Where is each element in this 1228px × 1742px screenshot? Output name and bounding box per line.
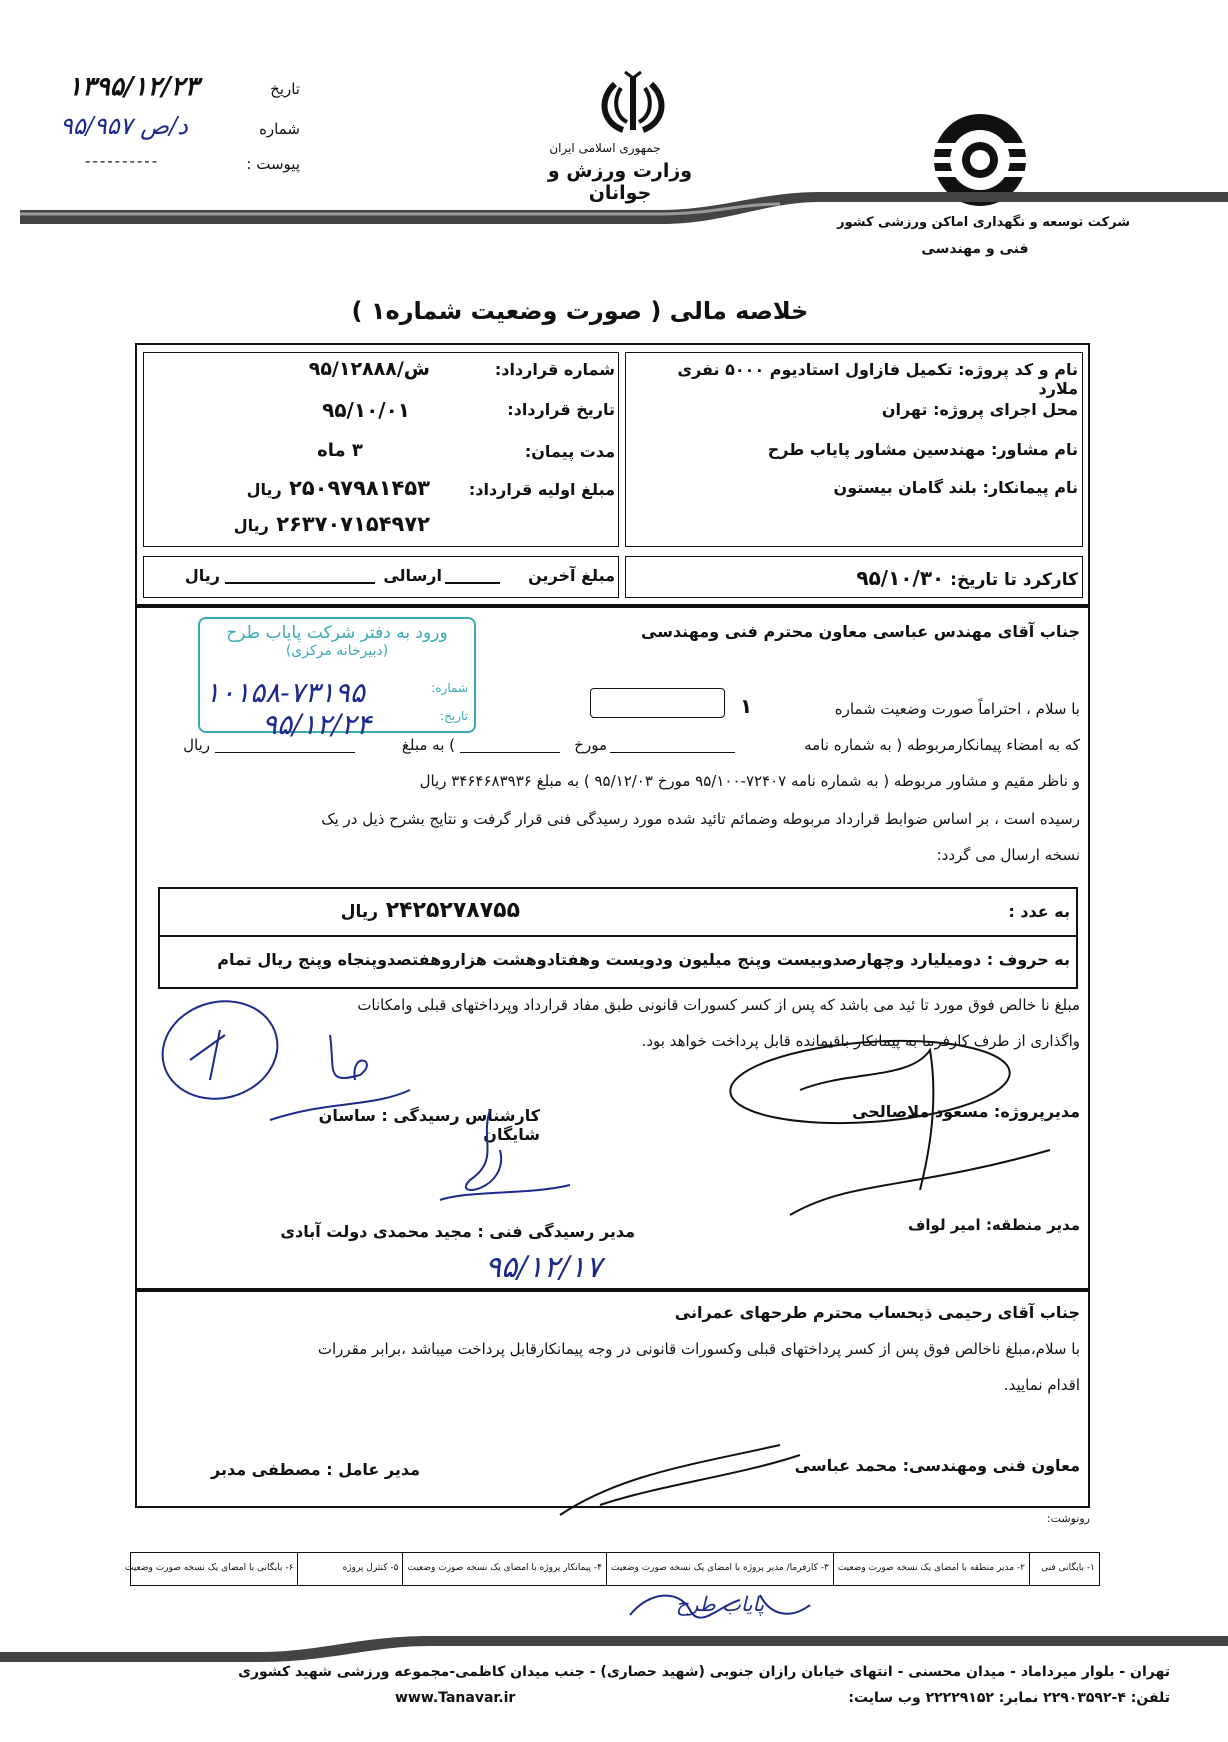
ceo-label: مدیر عامل :: [326, 1460, 420, 1479]
signature-scribbles-1: [150, 990, 1090, 1284]
copies-table: [125, 1552, 1100, 1586]
copy-cell: ۳- کارفرما/ مدیر پروژه با امضای یک نسخه صورت وضعیت: [606, 1553, 833, 1585]
numeric-rial: ریال: [340, 902, 379, 922]
signature-scribbles-2: [540, 1405, 940, 1529]
numeric-label: به عدد :: [1008, 902, 1070, 921]
copy-cell: ۴- پیمانکار پروژه با امضای یک نسخه صورت وضعیت: [402, 1553, 605, 1585]
contract-no-value: ۹۵/۱۲۸۸۸/ش: [308, 358, 430, 380]
initial-amount-rial: ریال: [246, 480, 282, 499]
ministry-name: وزارت ورزش و جوانان: [547, 160, 693, 204]
numeric-value: ۲۴۲۵۲۷۸۷۵۵: [385, 898, 520, 923]
pm-name: مسعود ملاصالحی: [852, 1102, 989, 1121]
amount-box-divider: [158, 935, 1078, 937]
line-a-blank2: [460, 752, 560, 753]
line-a-date: مورخ: [574, 736, 607, 754]
note-line2: واگذاری از طرف کارفرما به پیمانکار باقیمانده قابل پرداخت خواهد بود.: [641, 1032, 1080, 1050]
ceo-name: مصطفی مدبر: [211, 1460, 321, 1479]
note-line1: مبلغ نا خالص فوق مورد تا ئید می باشد که پس از کسر کسورات قانونی طبق مفاد قرارداد وپرداختهای قبلی وامکانات: [357, 996, 1080, 1014]
words-row: [200, 950, 1070, 969]
project-value: تکمیل فازاول استادیوم ۵۰۰۰ نفری ملارد: [677, 360, 1078, 398]
stamp-line2: (دبیرخانه مرکزی): [285, 643, 389, 659]
contractor-row: [640, 478, 1078, 497]
contract-no-label: شماره قرارداد:: [494, 360, 615, 379]
stamp-number-label: شماره:: [431, 681, 468, 695]
second-amount-rial: ریال: [233, 516, 269, 535]
location-label: محل اجرای پروژه:: [933, 400, 1078, 419]
deputy-label: معاون فنی ومهندسی:: [902, 1456, 1080, 1475]
section2-salutation: جناب آقای رحیمی ذیحساب محترم طرحهای عمرانی: [674, 1303, 1080, 1322]
statement-number: ۱: [740, 694, 753, 718]
ceo-row: [200, 1460, 420, 1479]
last-amount-label: مبلغ آخرین: [528, 566, 615, 585]
copy-cell: ۵- کنترل پروژه: [297, 1553, 402, 1585]
duration-value: ۳ ماه: [317, 440, 363, 461]
reviewer-name: ساسان شایگان: [318, 1106, 540, 1144]
copy-cell: ۶- بایگانی با امضای یک نسخه صورت وضعیت: [125, 1563, 294, 1573]
last-amount-line2: [225, 582, 375, 584]
line-a-rial: ریال: [183, 736, 210, 754]
statement-box: [590, 688, 725, 718]
footer-website[interactable]: www.Tanavar.ir: [395, 1690, 516, 1706]
line-d-text: نسخه ارسال می گردد:: [936, 846, 1080, 864]
location-row: [640, 400, 1078, 419]
contract-date-label: تاریخ قرارداد:: [507, 400, 615, 419]
date-label: تاریخ: [270, 80, 300, 98]
region-name: امیر لواف: [907, 1216, 981, 1234]
consultant-label: نام مشاور:: [990, 440, 1078, 459]
line-a-blank3: [215, 752, 355, 753]
deputy-name: محمد عباسی: [794, 1456, 898, 1475]
number-value: ۹۵/۹۵۷ د/ص: [60, 112, 188, 140]
last-amount-line1: [445, 582, 500, 584]
section1-salutation: جناب آقای مهندس عباسی معاون محترم فنی ومهندسی: [641, 622, 1080, 641]
line-a-blank1: [610, 752, 735, 753]
location-value: تهران: [881, 400, 928, 419]
section2-body-line1: با سلام،مبلغ ناخالص فوق پس از کسر پرداختهای قبلی وکسورات قانونی در وجه پیمانکارقابل پرداخت میباشد ،برابر مقررات: [317, 1340, 1080, 1358]
stamp-line1: ورود به دفتر شرکت پایاب طرح: [226, 623, 448, 643]
greeting-text: با سلام ، احتراماً صورت وضعیت شماره: [834, 700, 1080, 718]
number-label: شماره: [259, 120, 300, 138]
reviewer-label: کارشناس رسیدگی :: [381, 1106, 540, 1125]
project-row: [640, 360, 1078, 398]
line-a-text: که به امضاء پیمانکارمربوطه ( به شماره نامه: [804, 736, 1080, 754]
handwritten-date: ۹۵/۱۲/۱۷: [485, 1250, 602, 1285]
header-band: [20, 188, 1228, 244]
stamp-date: ۹۵/۱۲/۲۴: [262, 708, 372, 741]
consultant-value: مهندسین مشاور پایاب طرح: [767, 440, 986, 459]
line-a-amount: ) به مبلغ: [401, 736, 455, 754]
contractor-value: بلند گامان بیستون: [833, 478, 977, 497]
second-amount-value: ۲۶۳۷۰۷۱۵۴۹۷۲: [276, 512, 430, 536]
numeric-row: [280, 898, 520, 923]
workshop-date-label: کارکرد تا تاریخ:: [950, 570, 1078, 590]
region-label: مدیر منطقه:: [985, 1216, 1080, 1234]
document-title: خلاصه مالی ( صورت وضعیت شماره۱ ): [351, 297, 809, 325]
last-amount-sent: ارسالی: [383, 566, 442, 585]
contractor-label: نام پیمانکار:: [982, 478, 1078, 497]
words-value: دومیلیارد وچهارصدوبیست وپنج میلیون ودویست وهفتادوهشت هزاروهفتصدوپنجاه وپنج ریال تمام: [217, 950, 982, 969]
duration-label: مدت پیمان:: [524, 442, 615, 461]
pm-label: مدیرپروژه:: [993, 1102, 1080, 1121]
tech-review-name: مجید محمدی دولت آبادی: [280, 1222, 472, 1241]
company-name: شرکت توسعه و نگهداری اماکن ورزشی کشور: [837, 215, 1130, 230]
stamp-date-label: تاریخ:: [440, 709, 468, 723]
consultant-row: [640, 440, 1078, 459]
date-value: ۱۳۹۵/۱۲/۲۳: [68, 72, 199, 102]
words-label: به حروف :: [986, 950, 1070, 969]
copy-cell: ۱- بایگانی فنی: [1029, 1553, 1099, 1585]
last-amount-rial: ریال: [184, 566, 220, 585]
copies-handwritten: پایاب طرح: [675, 1592, 765, 1616]
initial-amount-label: مبلغ اولیه قرارداد:: [468, 480, 615, 499]
line-b-text: و ناظر مقیم و مشاور مربوطه ( به شماره نامه ۷۲۴۰۷-۹۵/۱۰۰ مورخ ۹۵/۱۲/۰۳ ) به مبلغ ۳۴۶۴۶۸۳۹۳۶ ریال: [419, 772, 1080, 790]
republic-name: جمهوری اسلامی ایران: [549, 141, 661, 155]
workshop-row: [640, 566, 1078, 590]
initial-amount-value: ۲۵۰۹۷۹۸۱۴۵۳: [289, 476, 430, 500]
attachment-value: ----------: [85, 152, 160, 170]
iran-emblem-icon: [595, 70, 671, 144]
copies-label: رونوشت:: [1046, 1512, 1090, 1525]
line-c-text: رسیده است ، بر اساس ضوابط قرارداد مربوطه وضمائم تائید شده مورد رسیدگی فنی قرار گرفت و نتایج بشرح ذیل در یک: [321, 810, 1080, 828]
footer-address: تهران - بلوار میرداماد - میدان محسنی - انتهای خیابان رازان جنوبی (شهید حصاری) - جنب میدان کاظمی-مجموعه ورزشی شهید کشوری: [238, 1664, 1170, 1680]
stamp-number: ۱۰۱۵۸-۷۳۱۹۵: [205, 676, 365, 709]
second-amount-row: [220, 512, 430, 536]
department-name: فنی و مهندسی: [921, 241, 1029, 257]
initial-amount-row: [220, 476, 430, 500]
footer-contact: تلفن: ۴-۲۲۹۰۳۵۹۲ نمابر: ۲۲۲۲۹۱۵۲ وب سایت:: [848, 1690, 1170, 1706]
attachment-label: پیوست :: [246, 155, 300, 173]
tech-review-label: مدیر رسیدگی فنی :: [477, 1222, 635, 1241]
workshop-date-value: ۹۵/۱۰/۳۰: [856, 566, 945, 590]
contract-date-value: ۹۵/۱۰/۰۱: [322, 398, 410, 422]
project-label: نام و کد پروژه:: [958, 360, 1078, 379]
section2-body-line2: اقدام نمایید.: [1003, 1376, 1080, 1394]
copy-cell: ۲- مدیر منطقه با امضای یک نسخه صورت وضعیت: [833, 1553, 1029, 1585]
